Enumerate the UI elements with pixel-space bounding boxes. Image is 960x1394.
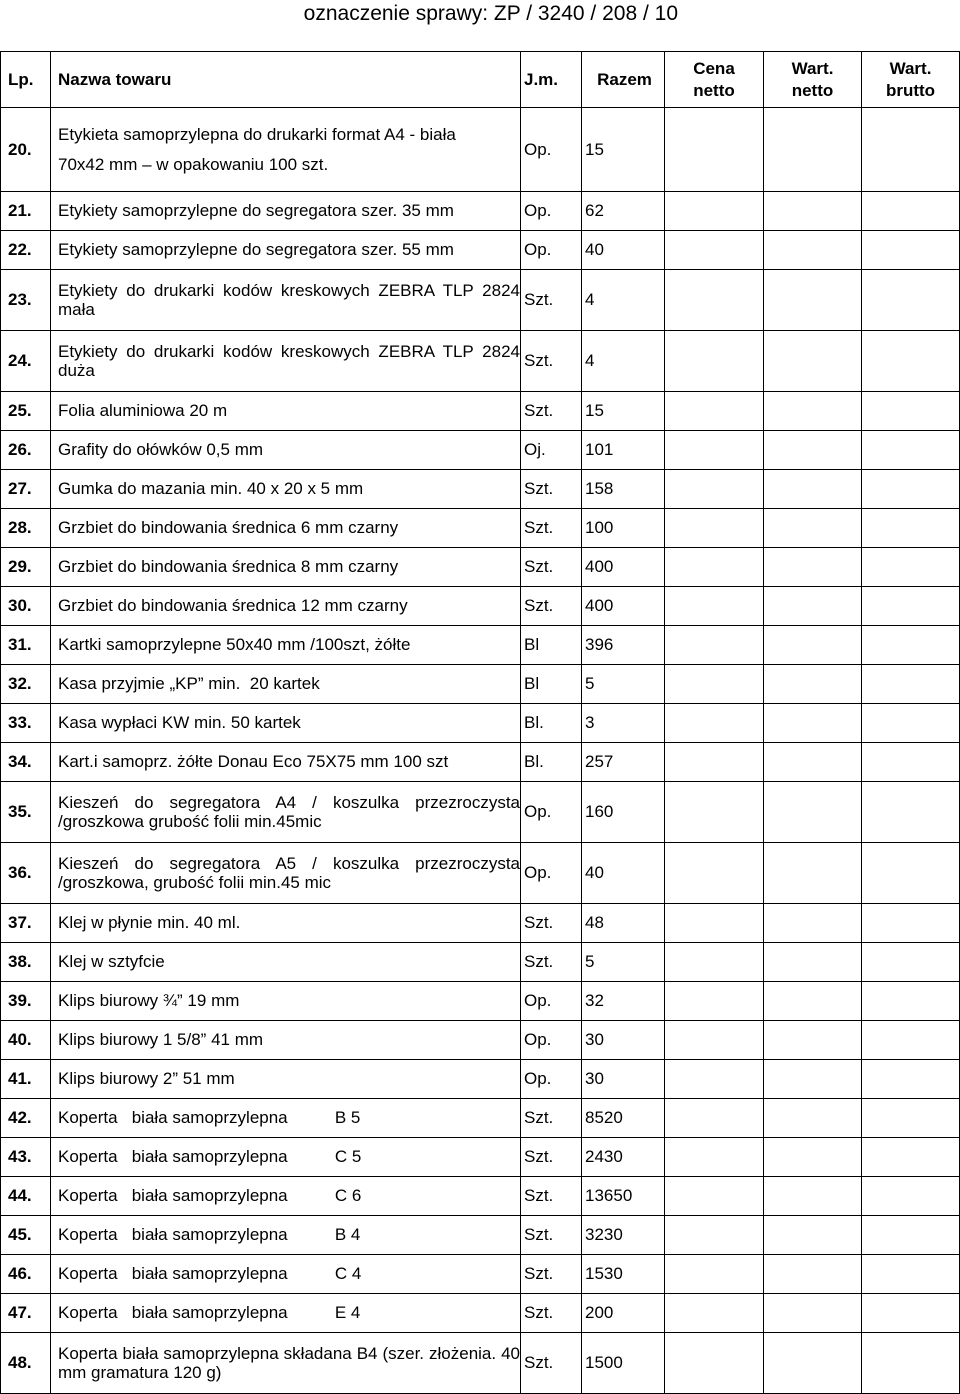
row-value-gross — [862, 843, 960, 904]
row-qty: 2430 — [582, 1138, 665, 1177]
row-value-gross — [862, 1255, 960, 1294]
row-value-net — [764, 704, 862, 743]
row-qty: 400 — [582, 548, 665, 587]
row-price-net — [665, 509, 764, 548]
row-value-gross — [862, 548, 960, 587]
row-unit: Szt. — [521, 1099, 582, 1138]
row-value-net — [764, 843, 862, 904]
row-price-net — [665, 192, 764, 231]
row-value-net — [764, 1060, 862, 1099]
row-qty: 5 — [582, 943, 665, 982]
row-lp: 34. — [1, 743, 51, 782]
row-unit: Op. — [521, 1060, 582, 1099]
row-lp: 22. — [1, 231, 51, 270]
col-header-value-gross-line2: brutto — [885, 80, 936, 100]
row-price-net — [665, 943, 764, 982]
row-qty: 30 — [582, 1021, 665, 1060]
row-lp: 42. — [1, 1099, 51, 1138]
row-value-net — [764, 943, 862, 982]
row-value-net — [764, 470, 862, 509]
table-row — [1, 548, 960, 587]
row-lp: 25. — [1, 392, 51, 431]
row-qty: 15 — [582, 392, 665, 431]
table-row — [1, 392, 960, 431]
row-price-net — [665, 1216, 764, 1255]
row-qty: 4 — [582, 270, 665, 331]
row-unit: Bl. — [521, 743, 582, 782]
row-name: Klips biurowy ¾” 19 mm — [51, 982, 521, 1021]
col-header-value-net — [764, 52, 862, 108]
table-row — [1, 192, 960, 231]
col-header-value-gross-line1: Wart. — [889, 58, 932, 78]
row-value-net — [764, 270, 862, 331]
row-value-gross — [862, 665, 960, 704]
row-value-gross — [862, 1060, 960, 1099]
row-price-net — [665, 626, 764, 665]
row-lp: 20. — [1, 108, 51, 192]
row-name: Kasa wypłaci KW min. 50 kartek — [51, 704, 521, 743]
row-value-net — [764, 904, 862, 943]
table-row — [1, 431, 960, 470]
row-lp: 43. — [1, 1138, 51, 1177]
row-qty: 32 — [582, 982, 665, 1021]
table-header-row — [1, 52, 960, 108]
table-row — [1, 331, 960, 392]
row-unit: Szt. — [521, 331, 582, 392]
row-unit: Szt. — [521, 270, 582, 331]
row-name: Etykiety samoprzylepne do segregatora szer. 55 mm — [51, 231, 521, 270]
row-name: Klej w płynie min. 40 ml. — [51, 904, 521, 943]
row-qty: 1530 — [582, 1255, 665, 1294]
col-header-name: Nazwa towaru — [51, 52, 521, 108]
row-unit: Szt. — [521, 392, 582, 431]
row-value-gross — [862, 231, 960, 270]
row-name: Grzbiet do bindowania średnica 6 mm czarny — [51, 509, 521, 548]
row-value-net — [764, 1138, 862, 1177]
row-lp: 24. — [1, 331, 51, 392]
row-qty: 3230 — [582, 1216, 665, 1255]
col-header-qty: Razem — [582, 52, 665, 108]
table-row — [1, 665, 960, 704]
row-value-gross — [862, 587, 960, 626]
row-price-net — [665, 231, 764, 270]
table-row — [1, 743, 960, 782]
table-row — [1, 943, 960, 982]
row-unit: Szt. — [521, 548, 582, 587]
row-price-net — [665, 108, 764, 192]
table-row — [1, 1099, 960, 1138]
goods-table — [0, 51, 960, 1394]
row-unit: Op. — [521, 843, 582, 904]
row-lp: 46. — [1, 1255, 51, 1294]
row-value-net — [764, 587, 862, 626]
table-row — [1, 982, 960, 1021]
row-value-net — [764, 108, 862, 192]
row-name: Kieszeń do segregatora A4 / koszulka przezroczysta /groszkowa grubość folii min.45mic — [51, 782, 521, 843]
row-value-gross — [862, 982, 960, 1021]
table-row — [1, 1138, 960, 1177]
row-qty: 200 — [582, 1294, 665, 1333]
row-lp: 28. — [1, 509, 51, 548]
row-unit: Szt. — [521, 1294, 582, 1333]
row-price-net — [665, 331, 764, 392]
row-value-gross — [862, 1333, 960, 1394]
case-reference: oznaczenie sprawy: ZP / 3240 / 208 / 10 — [303, 2, 678, 25]
row-qty: 400 — [582, 587, 665, 626]
row-lp: 37. — [1, 904, 51, 943]
row-unit: Oj. — [521, 431, 582, 470]
row-name: Etykiety do drukarki kodów kreskowych ZEBRA TLP 2824 mała — [51, 270, 521, 331]
row-qty: 40 — [582, 843, 665, 904]
row-price-net — [665, 1294, 764, 1333]
row-price-net — [665, 1099, 764, 1138]
row-lp: 27. — [1, 470, 51, 509]
row-qty: 62 — [582, 192, 665, 231]
row-price-net — [665, 431, 764, 470]
table-row — [1, 843, 960, 904]
row-qty: 30 — [582, 1060, 665, 1099]
row-value-net — [764, 1333, 862, 1394]
row-unit: Szt. — [521, 1255, 582, 1294]
row-value-gross — [862, 392, 960, 431]
row-value-net — [764, 743, 862, 782]
col-header-value-net-line1: Wart. — [791, 58, 834, 78]
col-header-price-net — [665, 52, 764, 108]
row-unit: Bl — [521, 665, 582, 704]
row-value-net — [764, 509, 862, 548]
row-lp: 29. — [1, 548, 51, 587]
row-lp: 45. — [1, 1216, 51, 1255]
row-name: Folia aluminiowa 20 m — [51, 392, 521, 431]
row-lp: 31. — [1, 626, 51, 665]
row-value-gross — [862, 470, 960, 509]
row-lp: 23. — [1, 270, 51, 331]
row-unit: Szt. — [521, 1138, 582, 1177]
row-value-gross — [862, 704, 960, 743]
row-name: Grzbiet do bindowania średnica 8 mm czarny — [51, 548, 521, 587]
table-row — [1, 1060, 960, 1099]
row-unit: Op. — [521, 982, 582, 1021]
row-value-net — [764, 1021, 862, 1060]
row-lp: 26. — [1, 431, 51, 470]
row-unit: Bl. — [521, 704, 582, 743]
row-unit: Szt. — [521, 1177, 582, 1216]
row-name: Koperta biała samoprzylepna B 4 — [51, 1216, 521, 1255]
row-value-gross — [862, 1138, 960, 1177]
row-unit: Szt. — [521, 943, 582, 982]
row-value-gross — [862, 270, 960, 331]
table-row — [1, 1294, 960, 1333]
col-header-price-net-line1: Cena — [693, 58, 735, 78]
row-value-gross — [862, 108, 960, 192]
row-value-net — [764, 1177, 862, 1216]
row-qty: 4 — [582, 331, 665, 392]
row-name: Klej w sztyfcie — [51, 943, 521, 982]
row-value-net — [764, 782, 862, 843]
table-row — [1, 1333, 960, 1394]
row-qty: 257 — [582, 743, 665, 782]
row-unit: Op. — [521, 192, 582, 231]
row-name: Kasa przyjmie „KP” min. 20 kartek — [51, 665, 521, 704]
row-unit: Szt. — [521, 1216, 582, 1255]
row-name: Koperta biała samoprzylepna B 5 — [51, 1099, 521, 1138]
table-row — [1, 1216, 960, 1255]
row-lp: 35. — [1, 782, 51, 843]
row-qty: 15 — [582, 108, 665, 192]
row-price-net — [665, 782, 764, 843]
row-name: Koperta biała samoprzylepna C 5 — [51, 1138, 521, 1177]
row-value-gross — [862, 943, 960, 982]
row-price-net — [665, 1060, 764, 1099]
row-price-net — [665, 270, 764, 331]
row-qty: 48 — [582, 904, 665, 943]
table-row — [1, 509, 960, 548]
row-value-gross — [862, 431, 960, 470]
row-lp: 32. — [1, 665, 51, 704]
row-qty: 13650 — [582, 1177, 665, 1216]
row-value-net — [764, 1216, 862, 1255]
row-lp: 36. — [1, 843, 51, 904]
table-row — [1, 1021, 960, 1060]
row-name: Kartki samoprzylepne 50x40 mm /100szt, żółte — [51, 626, 521, 665]
row-value-gross — [862, 1177, 960, 1216]
row-value-net — [764, 392, 862, 431]
row-lp: 48. — [1, 1333, 51, 1394]
row-qty: 101 — [582, 431, 665, 470]
col-header-lp: Lp. — [1, 52, 51, 108]
row-price-net — [665, 1177, 764, 1216]
row-price-net — [665, 904, 764, 943]
table-row — [1, 270, 960, 331]
row-unit: Bl — [521, 626, 582, 665]
table-row — [1, 587, 960, 626]
row-qty: 396 — [582, 626, 665, 665]
row-lp: 41. — [1, 1060, 51, 1099]
row-price-net — [665, 1255, 764, 1294]
row-qty: 8520 — [582, 1099, 665, 1138]
row-name: Koperta biała samoprzylepna składana B4 (szer. złożenia. 40 mm gramatura 120 g) — [51, 1333, 521, 1394]
row-qty: 3 — [582, 704, 665, 743]
table-row — [1, 231, 960, 270]
row-unit: Op. — [521, 231, 582, 270]
row-name: Klips biurowy 1 5/8” 41 mm — [51, 1021, 521, 1060]
row-value-net — [764, 1294, 862, 1333]
row-value-net — [764, 231, 862, 270]
row-value-gross — [862, 509, 960, 548]
row-name: Etykiety samoprzylepne do segregatora szer. 35 mm — [51, 192, 521, 231]
row-value-net — [764, 331, 862, 392]
row-value-net — [764, 665, 862, 704]
row-qty: 1500 — [582, 1333, 665, 1394]
table-row — [1, 704, 960, 743]
row-value-net — [764, 982, 862, 1021]
row-name: Kieszeń do segregatora A5 / koszulka przezroczysta /groszkowa, grubość folii min.45 mic — [51, 843, 521, 904]
row-lp: 44. — [1, 1177, 51, 1216]
row-name: Koperta biała samoprzylepna E 4 — [51, 1294, 521, 1333]
row-value-gross — [862, 1294, 960, 1333]
row-name: Kart.i samoprz. żółte Donau Eco 75X75 mm 100 szt — [51, 743, 521, 782]
row-value-net — [764, 192, 862, 231]
table-row — [1, 470, 960, 509]
row-value-gross — [862, 192, 960, 231]
row-value-gross — [862, 743, 960, 782]
row-lp: 33. — [1, 704, 51, 743]
row-lp: 30. — [1, 587, 51, 626]
row-value-gross — [862, 1216, 960, 1255]
row-price-net — [665, 743, 764, 782]
row-value-gross — [862, 782, 960, 843]
table-row — [1, 1177, 960, 1216]
row-name: Gumka do mazania min. 40 x 20 x 5 mm — [51, 470, 521, 509]
table-row — [1, 1255, 960, 1294]
row-lp: 39. — [1, 982, 51, 1021]
row-price-net — [665, 1333, 764, 1394]
row-price-net — [665, 982, 764, 1021]
row-lp: 47. — [1, 1294, 51, 1333]
row-name — [51, 108, 521, 192]
row-unit: Szt. — [521, 587, 582, 626]
row-lp: 38. — [1, 943, 51, 982]
row-unit: Szt. — [521, 904, 582, 943]
row-price-net — [665, 1021, 764, 1060]
row-qty: 5 — [582, 665, 665, 704]
row-price-net — [665, 392, 764, 431]
row-qty: 160 — [582, 782, 665, 843]
table-body — [1, 108, 960, 1394]
row-lp: 40. — [1, 1021, 51, 1060]
row-qty: 40 — [582, 231, 665, 270]
row-name: Grzbiet do bindowania średnica 12 mm czarny — [51, 587, 521, 626]
row-unit: Szt. — [521, 1333, 582, 1394]
col-header-value-net-line2: netto — [791, 80, 834, 100]
row-name: Etykiety do drukarki kodów kreskowych ZEBRA TLP 2824 duża — [51, 331, 521, 392]
row-value-net — [764, 1099, 862, 1138]
row-value-gross — [862, 904, 960, 943]
row-unit: Op. — [521, 782, 582, 843]
row-price-net — [665, 548, 764, 587]
table-row — [1, 782, 960, 843]
row-price-net — [665, 665, 764, 704]
col-header-price-net-line2: netto — [693, 80, 735, 100]
row-name: Koperta biała samoprzylepna C 4 — [51, 1255, 521, 1294]
row-price-net — [665, 470, 764, 509]
row-value-gross — [862, 1021, 960, 1060]
row-value-gross — [862, 1099, 960, 1138]
row-lp: 21. — [1, 192, 51, 231]
row-value-net — [764, 548, 862, 587]
row-value-net — [764, 1255, 862, 1294]
row-value-gross — [862, 331, 960, 392]
col-header-unit: J.m. — [521, 52, 582, 108]
row-price-net — [665, 587, 764, 626]
row-name: Klips biurowy 2” 51 mm — [51, 1060, 521, 1099]
row-price-net — [665, 1138, 764, 1177]
col-header-value-gross — [862, 52, 960, 108]
row-value-net — [764, 626, 862, 665]
row-price-net — [665, 704, 764, 743]
row-price-net — [665, 843, 764, 904]
table-row — [1, 904, 960, 943]
row-unit: Szt. — [521, 509, 582, 548]
row-value-net — [764, 431, 862, 470]
table-row — [1, 108, 960, 192]
row-unit: Szt. — [521, 470, 582, 509]
row-name: Grafity do ołówków 0,5 mm — [51, 431, 521, 470]
row-qty: 158 — [582, 470, 665, 509]
table-row — [1, 626, 960, 665]
row-qty: 100 — [582, 509, 665, 548]
row-name-line2: 70x42 mm – w opakowaniu 100 szt. — [58, 154, 329, 174]
row-value-gross — [862, 626, 960, 665]
row-name-line1: Etykieta samoprzylepna do drukarki format A4 - biała — [58, 124, 456, 144]
row-unit: Op. — [521, 108, 582, 192]
row-name: Koperta biała samoprzylepna C 6 — [51, 1177, 521, 1216]
row-unit: Op. — [521, 1021, 582, 1060]
